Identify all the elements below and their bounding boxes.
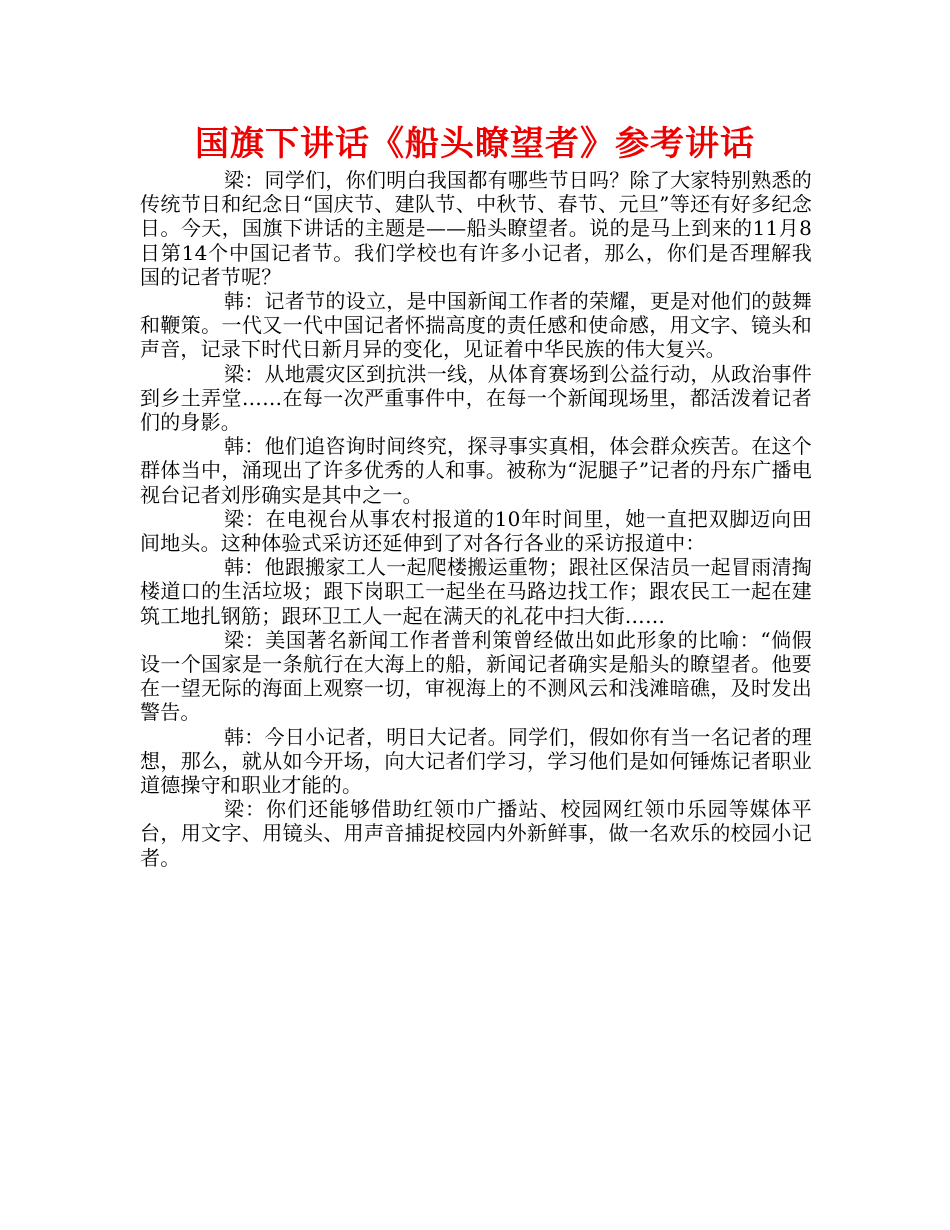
document-title: 国旗下讲话《船头瞭望者》参考讲话 <box>195 124 755 164</box>
paragraph-3: 梁：从地震灾区到抗洪一线，从体育赛场到公益行动，从政治事件到乡土弄堂……在每一次严重事件中，在每一个新闻现场里，都活泼着记者们的身影。 <box>140 361 812 435</box>
paragraph-7: 梁：美国著名新闻工作者普利策曾经做出如此形象的比喻：“倘假设一个国家是一条航行在大海上的船，新闻记者确实是船头的瞭望者。他要在一望无际的海面上观察一切，审视海上的不测风云和浅滩暗礁，及时发出警告。 <box>140 627 812 725</box>
paragraph-9: 梁：你们还能够借助红领巾广播站、校园网红领巾乐园等媒体平台，用文字、用镜头、用声音捕捉校园内外新鲜事，做一名欢乐的校园小记者。 <box>140 797 812 870</box>
paragraph-5: 梁：在电视台从事农村报道的10年时间里，她一直把双脚迈向田间地头。这种体验式采访还延伸到了对各行各业的采访报道中： <box>140 506 812 556</box>
document-body <box>140 168 812 870</box>
paragraph-6: 韩：他跟搬家工人一起爬楼搬运重物；跟社区保洁员一起冒雨清掏楼道口的生活垃圾；跟下岗职工一起坐在马路边找工作；跟农民工一起在建筑工地扎钢筋；跟环卫工人一起在满天的礼花中扫大街…… <box>140 555 812 628</box>
paragraph-8: 韩：今日小记者，明日大记者。同学们，假如你有当一名记者的理想，那么，就从如今开场，向大记者们学习，学习他们是如何锤炼记者职业道德操守和职业才能的。 <box>140 724 812 798</box>
paragraph-2: 韩：记者节的设立，是中国新闻工作者的荣耀，更是对他们的鼓舞和鞭策。一代又一代中国记者怀揣高度的责任感和使命感，用文字、镜头和声音，记录下时代日新月异的变化，见证着中华民族的伟大复兴。 <box>140 289 812 362</box>
paragraph-1: 梁：同学们，你们明白我国都有哪些节日吗？除了大家特别熟悉的传统节日和纪念日“国庆节、建队节、中秋节、春节、元旦”等还有好多纪念日。今天，国旗下讲话的主题是——船头瞭望者。说的是马上到来的11月8日第14个中国记者节。我们学校也有许多小记者，那么，你们是否理解我国的记者节呢？ <box>140 168 812 289</box>
paragraph-4: 韩：他们追咨询时间终究，探寻事实真相，体会群众疾苦。在这个群体当中，涌现出了许多优秀的人和事。被称为“泥腿子”记者的丹东广播电视台记者刘彤确实是其中之一。 <box>140 434 812 507</box>
